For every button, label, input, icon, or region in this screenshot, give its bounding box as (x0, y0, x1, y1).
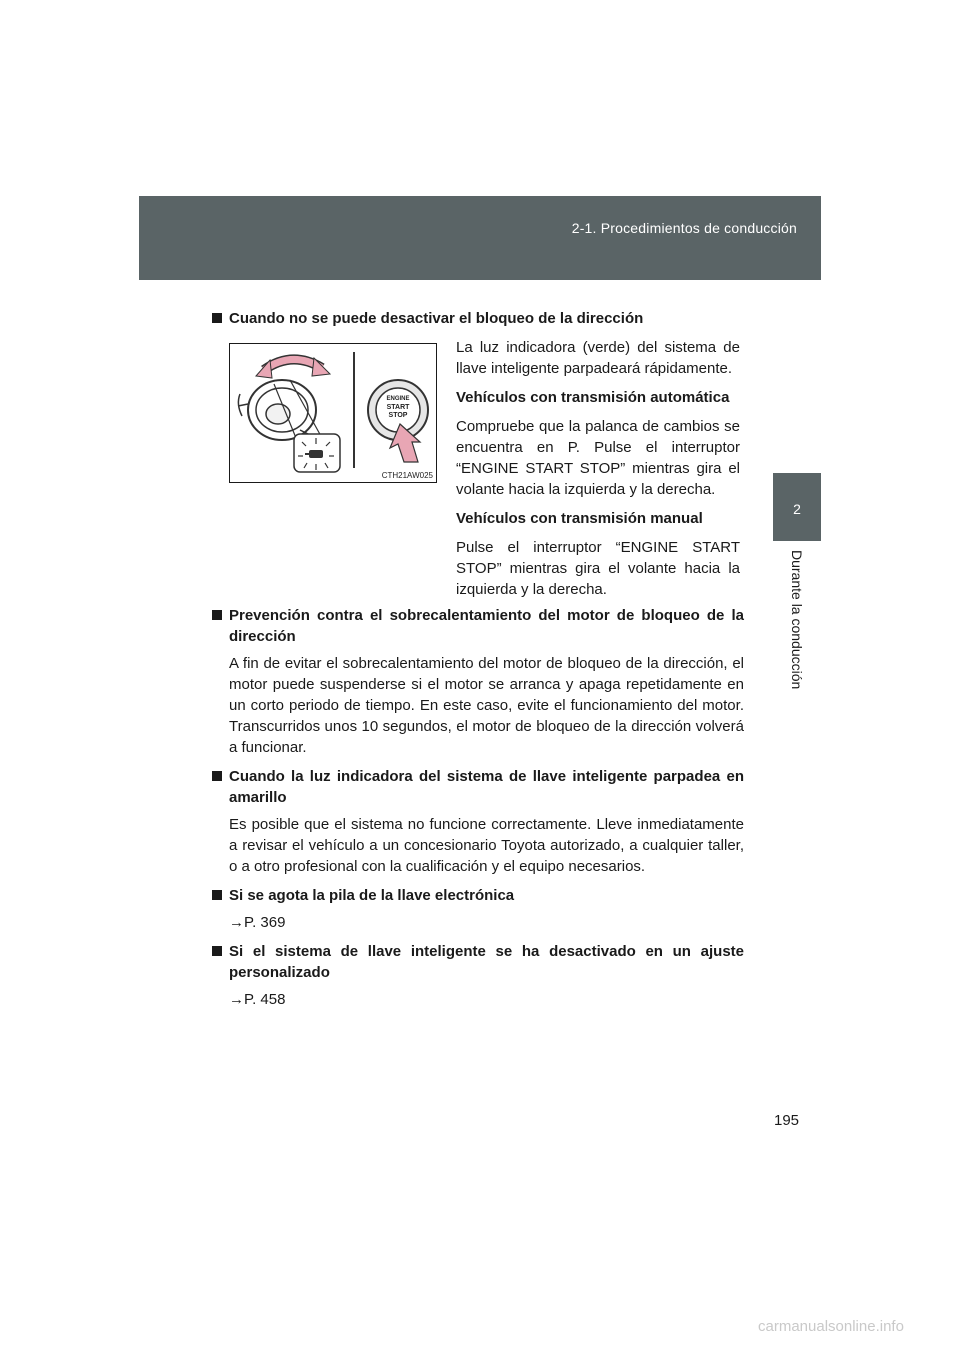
yellow-light-body: Es posible que el sistema no funcione correctamente. Lleve inmediatamente a revisar el vehículo a un concesionario Toyota autorizado, a cualquier taller, o a otro profesional con la cualificación y el equipo necesarios. (229, 816, 744, 875)
section-yellow-light (212, 766, 744, 877)
header-band (139, 196, 821, 280)
steering-illustration (230, 344, 436, 482)
indicator-text: La luz indicadora (verde) del sistema de llave inteligente parpadeará rápidamente. (456, 339, 740, 377)
chapter-label: Durante la conducción (789, 550, 805, 690)
button-text-stop: STOP (388, 412, 408, 419)
heading-text: Cuando la luz indicadora del sistema de llave inteligente parpadea en amarillo (229, 768, 744, 806)
custom-page-ref[interactable]: →P. 458 (229, 991, 286, 1008)
heading-text: Prevención contra el sobrecalentamiento del motor de bloqueo de la dirección (229, 607, 744, 645)
heading-overheat (212, 605, 744, 647)
heading-yellow-light (212, 766, 744, 808)
heading-custom (212, 941, 744, 983)
button-text-start: START (386, 404, 410, 411)
chapter-tab (773, 473, 821, 541)
section-battery (212, 885, 744, 933)
bullet-square-icon (212, 610, 222, 620)
section-title: 2-1. Procedimientos de conducción (571, 220, 797, 236)
figure-row (212, 339, 744, 598)
automatic-text: Compruebe que la palanca de cambios se encuentra en P. Pulse el interruptor “ENGINE START STOP” mientras gira el volante hacia la izquierda y la derecha. (456, 418, 740, 498)
section-custom (212, 941, 744, 1010)
figure-side-text (456, 337, 740, 608)
heading-text: Cuando no se puede desactivar el bloqueo de la dirección (229, 310, 644, 327)
bullet-square-icon (212, 890, 222, 900)
section-overheat (212, 605, 744, 758)
manual-text: Pulse el interruptor “ENGINE START STOP” mientras gira el volante hacia la izquierda y la derecha. (456, 539, 740, 598)
steering-figure (229, 343, 437, 483)
button-text-engine: ENGINE (386, 396, 410, 402)
page-number: 195 (774, 1112, 800, 1129)
battery-page-ref[interactable]: →P. 369 (229, 914, 286, 931)
heading-text: Si el sistema de llave inteligente se ha desactivado en un ajuste personalizado (229, 943, 744, 981)
watermark: carmanualsonline.info (758, 1318, 904, 1335)
overheat-body: A fin de evitar el sobrecalentamiento del motor de bloqueo de la dirección, el motor puede suspenderse si el motor se arranca y apaga repetidamente en un corto periodo de tiempo. En este caso, evite el funcionamiento del motor. Transcurridos unos 10 segundos, el motor de bloqueo de la dirección volverá a funcionar. (229, 655, 744, 756)
bullet-square-icon (212, 946, 222, 956)
main-content (212, 308, 744, 1010)
chapter-number: 2 (793, 501, 801, 517)
subheading-automatic: Vehículos con transmisión automática (456, 389, 730, 406)
heading-battery (212, 885, 744, 906)
figure-code: CTH21AW025 (381, 471, 433, 480)
heading-steering-lock (212, 308, 744, 329)
bullet-square-icon (212, 771, 222, 781)
subheading-manual: Vehículos con transmisión manual (456, 510, 703, 527)
heading-text: Si se agota la pila de la llave electrónica (229, 887, 515, 904)
bullet-square-icon (212, 313, 222, 323)
